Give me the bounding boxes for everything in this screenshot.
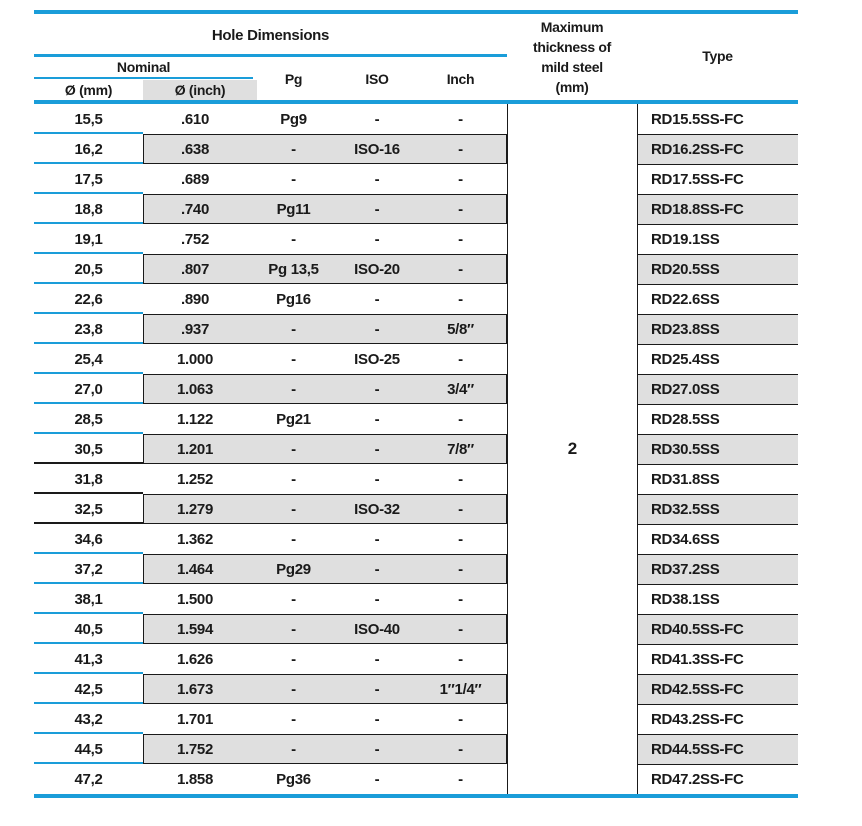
cell-type: RD28.5SS [638,404,798,434]
cell-dia-mm: 34,6 [74,530,103,548]
cell-dia-mm: 25,4 [74,350,103,368]
cell-pg: - [291,500,296,518]
cell-dia-inch: 1.464 [176,560,214,578]
inch-header: Inch [446,70,475,87]
cell-type: RD31.8SS [638,464,798,494]
cell-dia-inch: 1.500 [176,590,214,608]
cell-pg: - [291,170,296,188]
cell-pg: Pg21 [276,410,311,428]
cell-dia-mm: 31,8 [74,470,103,488]
cell-type: RD30.5SS [638,434,798,464]
cell-dia-inch: .807 [181,260,209,278]
cell-pg: - [291,440,296,458]
cell-type: RD20.5SS [638,254,798,284]
cell-pg: - [291,380,296,398]
cell-iso: - [374,170,380,188]
cell-inch: - [458,110,463,128]
cell-dia-mm: 47,2 [74,770,103,788]
cell-type: RD32.5SS [638,494,798,524]
type-left-border [637,104,639,794]
cell-dia-mm: 37,2 [74,560,103,578]
cell-type: RD17.5SS-FC [638,164,798,194]
hole-dimensions-header: Hole Dimensions [211,26,330,44]
cell-inch: 1″1/4″ [439,680,482,698]
table-bottom-rule [34,794,798,798]
cell-pg: Pg11 [276,200,311,218]
cell-pg: - [291,320,296,338]
cell-type: RD16.2SS-FC [638,134,798,164]
cell-pg: - [291,740,296,758]
cell-type: RD15.5SS-FC [651,110,744,128]
cell-pg: - [291,590,296,608]
cell-inch: - [458,770,463,788]
cell-dia-mm: 41,3 [74,650,103,668]
cell-inch: - [458,620,463,638]
cell-dia-inch: .689 [181,170,209,188]
cell-dia-inch: 1.752 [176,740,214,758]
pg-header: Pg [284,70,303,87]
cell-dia-mm: 18,8 [74,200,103,218]
cell-dia-mm: 40,5 [74,620,103,638]
cell-type: RD47.2SS-FC [638,764,798,794]
cell-pg: - [291,230,296,248]
cell-iso: - [374,470,380,488]
cell-pg: Pg36 [276,770,311,788]
cell-type: RD18.8SS-FC [638,194,798,224]
cell-dia-inch: 1.701 [176,710,214,728]
cell-pg: - [291,470,296,488]
cell-iso: - [374,710,380,728]
cell-dia-mm: 17,5 [74,170,103,188]
cell-pg: - [291,530,296,548]
max-thickness-header-line: (mm) [555,79,589,95]
cell-type: RD42.5SS-FC [638,674,798,704]
cell-dia-inch: .890 [181,290,209,308]
cell-inch: - [458,560,463,578]
cell-type: RD25.4SS [638,344,798,374]
cell-type: RD19.1SS [638,224,798,254]
cell-inch: - [458,740,463,758]
cell-inch: - [458,140,463,158]
max-thickness-header-line: Maximum [540,19,604,35]
cell-pg: - [291,350,296,368]
cell-inch: - [458,230,463,248]
cell-dia-inch: .752 [181,230,209,248]
dia-mm-header: Ø (mm) [64,81,113,98]
cell-dia-mm: 16,2 [74,140,103,158]
cell-inch: - [458,200,463,218]
cell-dia-mm: 23,8 [74,320,103,338]
nominal-header: Nominal [116,59,171,75]
cell-inch: - [458,500,463,518]
cell-type: RD22.6SS [638,284,798,314]
cell-dia-mm: 19,1 [74,230,103,248]
cell-dia-inch: 1.279 [176,500,214,518]
cell-iso: ISO-32 [354,500,400,518]
cell-iso: - [374,200,380,218]
cell-type: RD44.5SS-FC [638,734,798,764]
cell-inch: 7/8″ [447,440,474,458]
cell-pg: Pg16 [276,290,311,308]
cell-pg: Pg9 [280,110,307,128]
cell-inch: - [458,260,463,278]
cell-iso: - [374,680,380,698]
cell-inch: - [458,290,463,308]
cell-iso: - [374,590,380,608]
cell-pg: - [291,140,296,158]
cell-pg: Pg29 [276,560,311,578]
type-header: Type [702,48,733,64]
cell-iso: - [374,110,380,128]
cell-type: RD37.2SS [638,554,798,584]
cell-iso: - [374,560,380,578]
cell-dia-inch: 1.252 [176,470,214,488]
cell-inch: - [458,350,463,368]
cell-pg: - [291,650,296,668]
cell-inch: 3/4″ [447,380,474,398]
cell-dia-inch: .740 [181,200,209,218]
cell-inch: - [458,650,463,668]
cell-pg: - [291,710,296,728]
cell-type: RD41.3SS-FC [638,644,798,674]
cell-type: RD38.1SS [638,584,798,614]
cell-pg: - [291,620,296,638]
cell-dia-mm: 44,5 [74,740,103,758]
cell-dia-mm: 15,5 [74,110,103,128]
cell-iso: - [374,440,380,458]
cell-inch: - [458,170,463,188]
cell-type: RD23.8SS [638,314,798,344]
cell-dia-mm: 28,5 [74,410,103,428]
cell-dia-inch: 1.201 [176,440,214,458]
cell-dia-mm: 32,5 [74,500,103,518]
max-thickness-value: 2 [567,439,578,458]
cell-iso: ISO-25 [354,350,400,368]
max-thickness-header-line: mild steel [541,59,603,75]
cell-inch: - [458,590,463,608]
cell-dia-inch: 1.063 [176,380,214,398]
cell-type: RD43.2SS-FC [638,704,798,734]
cell-iso: - [374,230,380,248]
cell-dia-inch: 1.594 [176,620,214,638]
cell-iso: - [374,290,380,308]
cell-iso: - [374,740,380,758]
cell-inch: - [458,710,463,728]
cell-inch: - [458,470,463,488]
cell-dia-inch: .638 [181,140,209,158]
cell-type: RD34.6SS [638,524,798,554]
cell-inch: - [458,410,463,428]
cell-dia-mm: 27,0 [74,380,103,398]
cell-inch: - [458,530,463,548]
cell-dia-inch: 1.626 [176,650,214,668]
cell-iso: ISO-16 [354,140,400,158]
cell-pg: - [291,680,296,698]
cell-iso: - [374,380,380,398]
cell-iso: - [374,770,380,788]
cell-dia-inch: 1.000 [176,350,214,368]
cell-dia-inch: 1.122 [176,410,214,428]
cell-dia-inch: 1.858 [176,770,214,788]
cell-inch: 5/8″ [447,320,474,338]
cell-dia-inch: .610 [181,110,209,128]
cell-iso: - [374,530,380,548]
cell-dia-mm: 43,2 [74,710,103,728]
cell-dia-mm: 38,1 [74,590,103,608]
cell-dia-inch: .937 [181,320,209,338]
cell-pg: Pg 13,5 [268,260,319,278]
cell-dia-mm: 30,5 [74,440,103,458]
cell-type: RD27.0SS [638,374,798,404]
cell-iso: - [374,320,380,338]
cell-type: RD40.5SS-FC [638,614,798,644]
cell-dia-inch: 1.362 [176,530,214,548]
cell-dia-mm: 22,6 [74,290,103,308]
cell-iso: ISO-20 [354,260,400,278]
cell-iso: - [374,410,380,428]
cell-dia-inch: 1.673 [176,680,214,698]
cell-dia-mm: 20,5 [74,260,103,278]
cell-dia-mm: 42,5 [74,680,103,698]
cell-iso: - [374,650,380,668]
max-thickness-header-line: thickness of [532,39,612,55]
iso-header: ISO [365,70,389,87]
dia-inch-header: Ø (inch) [174,81,226,98]
cell-iso: ISO-40 [354,620,400,638]
